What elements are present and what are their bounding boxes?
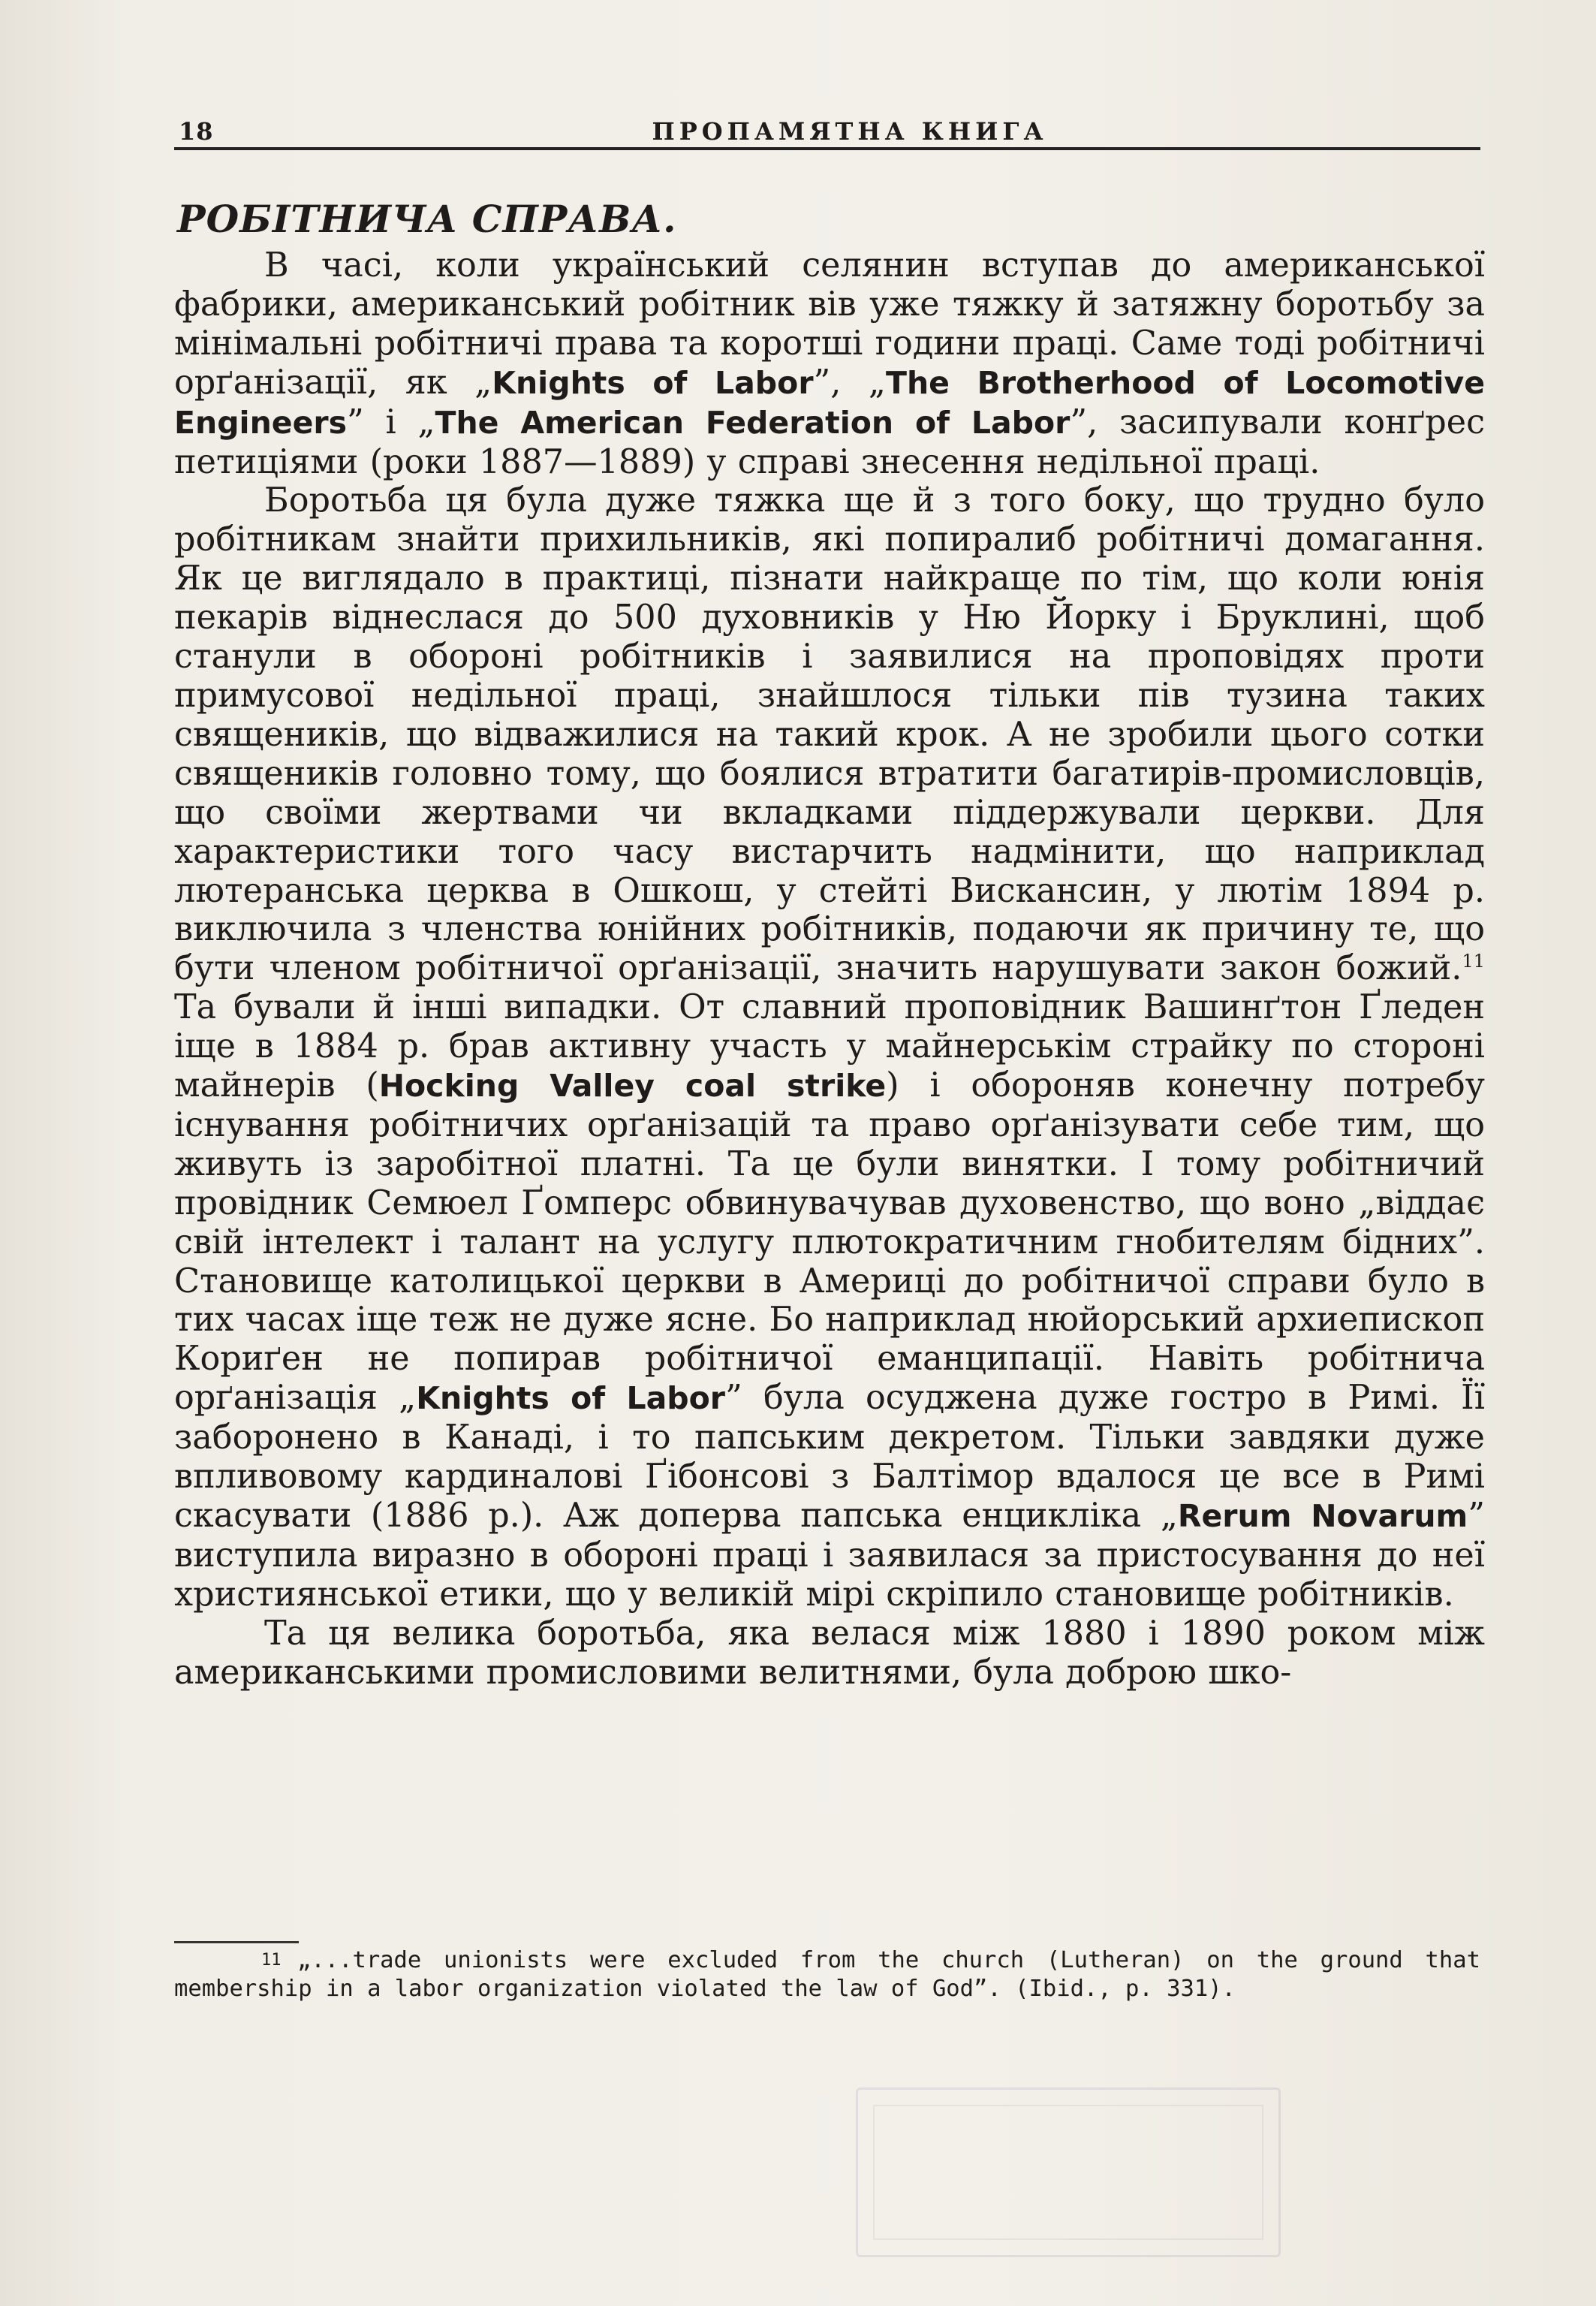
latin-term: Rerum Novarum bbox=[1177, 1498, 1468, 1534]
header-rule bbox=[174, 147, 1480, 150]
body-text bbox=[174, 246, 1485, 1693]
section-title: РОБІТНИЧА СПРАВА. bbox=[177, 197, 677, 241]
body-paragraph bbox=[174, 246, 1485, 481]
text-run: Боротьба ця була дуже тяжка ще й з того боку, що трудно було робітникам знайти прихильників, які попиралиб робітничі домагання. Як це виглядало в практиці, пізнати найкраще по тім, що коли юнія пекарів віднеслася до 500 духовників у Ню Йорку і Бруклині, щоб станули в обороні робітників і заявилися на проповідях проти примусової недільної праці, знайшлося тільки пів тузина таких священиків, що відважилися на такий крок. А не зробили цього сотки священиків головно тому, що боялися втратити багатирів-промисловців, що своїми жертвами чи вкладками піддержували церкви. Для характеристики того часу вистарчить надмінити, що наприклад лютеранська церква в Ошкош, у стейті Вискансин, у лютім 1894 р. виключила з членства юнійних робітників, подаючи як причину те, що бути членом робітничої орґанізації, значить нарушувати закон божий. bbox=[174, 481, 1485, 988]
text-run: ”, „ bbox=[813, 363, 886, 402]
text-run: ) і обороняв конечну потребу існування робітничих орґанізацій та право орґанізувати себе тим, що живуть із заробітної платні. Та це були винятки. І тому робітничий провідник Семюел Ґомперс обвинувачував духовенство, що воно „віддає свій інтелект і талант на услугу плютократичним гнобителям бідних”. Становище католицької церкви в Америці до робітничої справи було в тих часах іще теж не дуже ясне. Бо наприклад нюйорський архиепископ Кориґен не попирав робітничої еманципації. Навіть робітнича орґанізація „ bbox=[174, 1066, 1485, 1418]
footnote-reference: 11 bbox=[1462, 951, 1485, 972]
page-header bbox=[174, 111, 1480, 149]
body-paragraph bbox=[174, 481, 1485, 1614]
latin-term: Hocking Valley coal strike bbox=[378, 1068, 887, 1105]
text-run: Та бували й інші випадки. От славний проповідник Вашинґтон Ґледен іще в 1884 р. брав активну участь у майнерськім страйку по стороні майнерів ( bbox=[174, 988, 1485, 1105]
text-run: В часі, коли український селянин вступав до американської фабрики, американський робітник вів уже тяжку й затяжну боротьбу за мінімальні робітничі права та коротші години праці. Саме тоді робітничі орґанізації, як „ bbox=[174, 246, 1485, 402]
page-number: 18 bbox=[179, 117, 214, 146]
footnote-text: „...trade unionists were excluded from the church (Lutheran) on the ground that membership in a labor organization violated the law of God”. (Ibid., p. 331). bbox=[174, 1947, 1480, 2002]
text-run: ” виступила виразно в обороні праці і заявилася за пристосування до неї християнської етики, що у великій мірі скріпило становище робітників. bbox=[174, 1497, 1485, 1614]
latin-term: Knights of Labor bbox=[492, 364, 814, 401]
footnote bbox=[174, 1946, 1480, 2003]
footnote-number: 11 bbox=[261, 1951, 282, 1970]
text-run: ”, засипували конґрес петиціями (роки 1887—1889) у справі знесення недільної праці. bbox=[174, 402, 1485, 481]
body-paragraph bbox=[174, 1614, 1485, 1693]
footnote-rule bbox=[174, 1941, 299, 1943]
text-run: ” була осуджена дуже гостро в Римі. Її заборонено в Канаді, і то папським декретом. Тільки завдяки дуже впливовому кардиналові Ґібонсові з Балтімор вдалося це все в Римі скасувати (1886 р.). Аж доперва папська енцикліка „ bbox=[174, 1379, 1485, 1535]
latin-term: The Brotherhood of Locomotive Engineers bbox=[174, 364, 1486, 441]
latin-term: The American Federation of Labor bbox=[435, 404, 1071, 441]
library-stamp bbox=[856, 2087, 1281, 2257]
text-run: Та ця велика боротьба, яка велася між 1880 і 1890 роком між американськими промисловими велитнями, була доброю шко- bbox=[174, 1614, 1485, 1692]
latin-term: Knights of Labor bbox=[416, 1380, 725, 1417]
running-head: ПРОПАМЯТНА КНИГА bbox=[652, 117, 1048, 146]
text-run: ” і „ bbox=[347, 402, 435, 442]
